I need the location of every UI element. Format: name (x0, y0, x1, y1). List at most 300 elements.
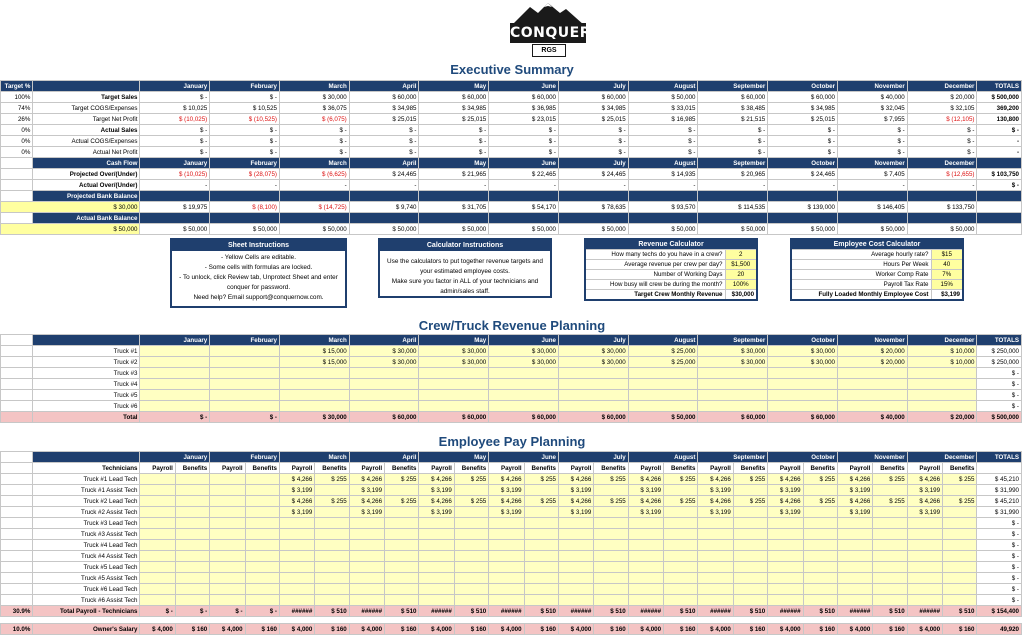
truck-revenue-input[interactable] (349, 368, 419, 379)
payroll-input[interactable] (698, 573, 733, 584)
payroll-input[interactable] (210, 573, 245, 584)
payroll-input[interactable] (907, 529, 942, 540)
payroll-input[interactable] (768, 540, 803, 551)
payroll-input[interactable] (837, 551, 872, 562)
benefits-input[interactable] (594, 507, 628, 518)
payroll-input[interactable] (210, 485, 245, 496)
truck-revenue-input[interactable] (698, 368, 768, 379)
benefits-input[interactable] (664, 551, 698, 562)
truck-revenue-input[interactable] (419, 368, 489, 379)
payroll-input[interactable]: $ 4,266 (907, 496, 942, 507)
truck-revenue-input[interactable] (768, 390, 838, 401)
truck-revenue-input[interactable] (279, 390, 349, 401)
truck-revenue-input[interactable]: $ 10,000 (907, 346, 977, 357)
benefits-input[interactable]: $ 255 (803, 474, 837, 485)
benefits-input[interactable] (664, 529, 698, 540)
benefits-input[interactable] (664, 562, 698, 573)
truck-revenue-input[interactable]: $ 30,000 (349, 346, 419, 357)
benefits-input[interactable] (664, 584, 698, 595)
benefits-input[interactable] (664, 485, 698, 496)
benefits-input[interactable] (733, 584, 767, 595)
payroll-input[interactable]: $ 3,199 (489, 507, 524, 518)
payroll-input[interactable]: $ 4,266 (628, 474, 663, 485)
benefits-input[interactable] (524, 507, 558, 518)
payroll-input[interactable] (837, 584, 872, 595)
benefits-input[interactable]: $ 255 (315, 496, 349, 507)
benefits-input[interactable] (245, 485, 279, 496)
benefits-input[interactable] (454, 518, 488, 529)
benefits-input[interactable] (315, 507, 349, 518)
payroll-input[interactable] (279, 551, 314, 562)
payroll-input[interactable] (210, 507, 245, 518)
truck-revenue-input[interactable]: $ 30,000 (768, 357, 838, 368)
truck-revenue-input[interactable]: $ 30,000 (489, 346, 559, 357)
benefits-input[interactable]: $ 255 (943, 474, 977, 485)
truck-revenue-input[interactable] (210, 368, 280, 379)
truck-revenue-input[interactable] (140, 379, 210, 390)
payroll-input[interactable] (768, 595, 803, 606)
benefits-input[interactable] (594, 551, 628, 562)
truck-revenue-input[interactable] (558, 401, 628, 412)
benefits-input[interactable] (245, 562, 279, 573)
payroll-input[interactable]: $ 4,266 (349, 474, 384, 485)
payroll-input[interactable]: $ 3,199 (628, 507, 663, 518)
payroll-input[interactable] (210, 540, 245, 551)
payroll-input[interactable]: $ 3,199 (489, 485, 524, 496)
benefits-input[interactable] (245, 584, 279, 595)
payroll-input[interactable] (907, 518, 942, 529)
truck-revenue-input[interactable] (628, 401, 698, 412)
benefits-input[interactable] (594, 518, 628, 529)
payroll-input[interactable] (279, 518, 314, 529)
payroll-input[interactable]: $ 3,199 (768, 485, 803, 496)
benefits-input[interactable] (943, 562, 977, 573)
benefits-input[interactable] (733, 485, 767, 496)
payroll-input[interactable] (349, 562, 384, 573)
payroll-input[interactable]: $ 4,266 (489, 474, 524, 485)
benefits-input[interactable]: $ 255 (594, 496, 628, 507)
truck-revenue-input[interactable] (279, 401, 349, 412)
truck-revenue-input[interactable]: $ 30,000 (558, 357, 628, 368)
benefits-input[interactable] (943, 584, 977, 595)
benefits-input[interactable] (245, 496, 279, 507)
benefits-input[interactable] (454, 529, 488, 540)
payroll-input[interactable]: $ 4,266 (558, 474, 593, 485)
benefits-input[interactable] (803, 562, 837, 573)
payroll-input[interactable] (140, 507, 175, 518)
benefits-input[interactable] (175, 540, 209, 551)
payroll-input[interactable]: $ 4,266 (907, 474, 942, 485)
benefits-input[interactable]: $ 255 (664, 496, 698, 507)
payroll-input[interactable]: $ 3,199 (768, 507, 803, 518)
benefits-input[interactable] (454, 507, 488, 518)
benefits-input[interactable]: $ 255 (803, 496, 837, 507)
payroll-input[interactable] (558, 540, 593, 551)
truck-revenue-input[interactable]: $ 30,000 (419, 346, 489, 357)
benefits-input[interactable] (245, 573, 279, 584)
payroll-input[interactable] (210, 562, 245, 573)
truck-revenue-input[interactable] (907, 379, 977, 390)
payroll-input[interactable] (628, 562, 663, 573)
benefits-input[interactable] (315, 518, 349, 529)
benefits-input[interactable] (803, 540, 837, 551)
benefits-input[interactable] (594, 485, 628, 496)
payroll-input[interactable] (140, 529, 175, 540)
truck-revenue-input[interactable] (210, 379, 280, 390)
benefits-input[interactable] (175, 529, 209, 540)
payroll-input[interactable] (628, 573, 663, 584)
payroll-input[interactable] (210, 529, 245, 540)
truck-revenue-input[interactable] (419, 401, 489, 412)
payroll-input[interactable]: $ 3,199 (698, 485, 733, 496)
payroll-input[interactable] (140, 496, 175, 507)
truck-revenue-input[interactable] (837, 368, 907, 379)
benefits-input[interactable] (524, 551, 558, 562)
truck-revenue-input[interactable] (698, 401, 768, 412)
payroll-input[interactable] (349, 551, 384, 562)
payroll-input[interactable] (279, 595, 314, 606)
truck-revenue-input[interactable] (140, 346, 210, 357)
benefits-input[interactable] (873, 485, 907, 496)
payroll-input[interactable] (907, 551, 942, 562)
benefits-input[interactable] (664, 507, 698, 518)
payroll-input[interactable] (279, 573, 314, 584)
benefits-input[interactable] (245, 507, 279, 518)
benefits-input[interactable] (245, 595, 279, 606)
payroll-input[interactable] (489, 529, 524, 540)
benefits-input[interactable] (385, 507, 419, 518)
truck-revenue-input[interactable] (698, 379, 768, 390)
payroll-input[interactable] (349, 573, 384, 584)
benefits-input[interactable] (315, 529, 349, 540)
benefits-input[interactable] (524, 485, 558, 496)
benefits-input[interactable] (943, 551, 977, 562)
truck-revenue-input[interactable] (628, 368, 698, 379)
payroll-input[interactable] (210, 551, 245, 562)
benefits-input[interactable]: $ 255 (454, 496, 488, 507)
benefits-input[interactable] (594, 529, 628, 540)
payroll-input[interactable] (349, 584, 384, 595)
benefits-input[interactable]: $ 255 (873, 496, 907, 507)
benefits-input[interactable] (385, 584, 419, 595)
benefits-input[interactable] (315, 485, 349, 496)
benefits-input[interactable] (873, 595, 907, 606)
benefits-input[interactable] (454, 551, 488, 562)
payroll-input[interactable]: $ 4,266 (489, 496, 524, 507)
revenue-calc-input[interactable]: 100% (725, 280, 757, 290)
benefits-input[interactable] (385, 551, 419, 562)
payroll-input[interactable] (907, 573, 942, 584)
truck-revenue-input[interactable] (279, 379, 349, 390)
benefits-input[interactable] (733, 595, 767, 606)
benefits-input[interactable] (454, 485, 488, 496)
payroll-input[interactable] (837, 595, 872, 606)
truck-revenue-input[interactable]: $ 10,000 (907, 357, 977, 368)
truck-revenue-input[interactable]: $ 20,000 (837, 346, 907, 357)
payroll-input[interactable] (349, 518, 384, 529)
payroll-input[interactable] (489, 573, 524, 584)
benefits-input[interactable] (315, 595, 349, 606)
benefits-input[interactable] (175, 595, 209, 606)
benefits-input[interactable] (873, 551, 907, 562)
payroll-input[interactable]: $ 3,199 (907, 485, 942, 496)
truck-revenue-input[interactable] (768, 368, 838, 379)
payroll-input[interactable] (768, 551, 803, 562)
benefits-input[interactable] (385, 540, 419, 551)
payroll-input[interactable] (279, 584, 314, 595)
benefits-input[interactable] (873, 573, 907, 584)
payroll-input[interactable]: $ 3,199 (837, 507, 872, 518)
payroll-input[interactable]: $ 3,199 (419, 485, 454, 496)
benefits-input[interactable] (803, 507, 837, 518)
payroll-input[interactable] (907, 540, 942, 551)
benefits-input[interactable] (594, 540, 628, 551)
benefits-input[interactable]: $ 255 (385, 474, 419, 485)
payroll-input[interactable]: $ 3,199 (907, 507, 942, 518)
payroll-input[interactable] (419, 562, 454, 573)
payroll-input[interactable] (698, 518, 733, 529)
payroll-input[interactable] (419, 595, 454, 606)
payroll-input[interactable] (837, 518, 872, 529)
benefits-input[interactable] (175, 518, 209, 529)
benefits-input[interactable] (943, 595, 977, 606)
payroll-input[interactable]: $ 3,199 (558, 507, 593, 518)
payroll-input[interactable] (279, 529, 314, 540)
benefits-input[interactable] (594, 573, 628, 584)
payroll-input[interactable] (837, 529, 872, 540)
benefits-input[interactable]: $ 255 (315, 474, 349, 485)
payroll-input[interactable] (210, 584, 245, 595)
truck-revenue-input[interactable]: $ 15,000 (279, 357, 349, 368)
benefits-input[interactable] (175, 507, 209, 518)
payroll-input[interactable] (349, 595, 384, 606)
benefits-input[interactable] (385, 485, 419, 496)
payroll-input[interactable] (419, 551, 454, 562)
payroll-input[interactable] (419, 573, 454, 584)
payroll-input[interactable] (907, 595, 942, 606)
payroll-input[interactable] (628, 518, 663, 529)
payroll-input[interactable] (140, 551, 175, 562)
benefits-input[interactable] (524, 584, 558, 595)
payroll-input[interactable] (489, 562, 524, 573)
truck-revenue-input[interactable]: $ 30,000 (419, 357, 489, 368)
truck-revenue-input[interactable]: $ 30,000 (698, 357, 768, 368)
benefits-input[interactable] (315, 584, 349, 595)
truck-revenue-input[interactable] (837, 401, 907, 412)
payroll-input[interactable] (279, 562, 314, 573)
revenue-calc-input[interactable]: $1,500 (725, 260, 757, 270)
benefits-input[interactable] (873, 529, 907, 540)
benefits-input[interactable] (803, 529, 837, 540)
payroll-input[interactable] (698, 584, 733, 595)
payroll-input[interactable] (768, 518, 803, 529)
payroll-input[interactable] (419, 584, 454, 595)
benefits-input[interactable] (803, 595, 837, 606)
payroll-input[interactable] (210, 474, 245, 485)
truck-revenue-input[interactable] (349, 390, 419, 401)
benefits-input[interactable] (315, 540, 349, 551)
benefits-input[interactable] (733, 518, 767, 529)
payroll-input[interactable] (698, 562, 733, 573)
payroll-input[interactable]: $ 3,199 (279, 507, 314, 518)
payroll-input[interactable] (349, 540, 384, 551)
benefits-input[interactable] (454, 562, 488, 573)
payroll-input[interactable] (907, 584, 942, 595)
payroll-input[interactable] (419, 529, 454, 540)
benefits-input[interactable] (943, 573, 977, 584)
truck-revenue-input[interactable] (210, 346, 280, 357)
benefits-input[interactable]: $ 255 (594, 474, 628, 485)
truck-revenue-input[interactable] (489, 401, 559, 412)
benefits-input[interactable] (175, 551, 209, 562)
payroll-input[interactable] (279, 540, 314, 551)
benefits-input[interactable] (594, 584, 628, 595)
payroll-input[interactable] (558, 595, 593, 606)
payroll-input[interactable]: $ 4,266 (558, 496, 593, 507)
benefits-input[interactable] (245, 551, 279, 562)
benefits-input[interactable] (873, 507, 907, 518)
benefits-input[interactable] (524, 595, 558, 606)
truck-revenue-input[interactable] (419, 379, 489, 390)
payroll-input[interactable]: $ 4,266 (628, 496, 663, 507)
truck-revenue-input[interactable] (628, 390, 698, 401)
payroll-input[interactable]: $ 3,199 (698, 507, 733, 518)
truck-revenue-input[interactable]: $ 30,000 (558, 346, 628, 357)
payroll-input[interactable] (419, 540, 454, 551)
benefits-input[interactable] (664, 573, 698, 584)
benefits-input[interactable] (385, 529, 419, 540)
benefits-input[interactable] (245, 474, 279, 485)
truck-revenue-input[interactable]: $ 15,000 (279, 346, 349, 357)
truck-revenue-input[interactable]: $ 25,000 (628, 346, 698, 357)
benefits-input[interactable] (733, 562, 767, 573)
benefits-input[interactable] (524, 529, 558, 540)
benefits-input[interactable] (803, 485, 837, 496)
truck-revenue-input[interactable] (558, 368, 628, 379)
truck-revenue-input[interactable] (140, 357, 210, 368)
truck-revenue-input[interactable]: $ 30,000 (349, 357, 419, 368)
payroll-input[interactable] (140, 485, 175, 496)
benefits-input[interactable]: $ 255 (664, 474, 698, 485)
payroll-input[interactable] (489, 595, 524, 606)
benefits-input[interactable] (733, 529, 767, 540)
payroll-input[interactable] (837, 573, 872, 584)
truck-revenue-input[interactable]: $ 30,000 (698, 346, 768, 357)
payroll-input[interactable] (489, 551, 524, 562)
benefits-input[interactable]: $ 255 (454, 474, 488, 485)
benefits-input[interactable] (524, 573, 558, 584)
payroll-input[interactable]: $ 3,199 (558, 485, 593, 496)
payroll-input[interactable] (140, 595, 175, 606)
truck-revenue-input[interactable] (489, 390, 559, 401)
truck-revenue-input[interactable] (558, 379, 628, 390)
benefits-input[interactable] (873, 518, 907, 529)
truck-revenue-input[interactable] (210, 390, 280, 401)
truck-revenue-input[interactable] (489, 379, 559, 390)
benefits-input[interactable]: $ 255 (733, 496, 767, 507)
payroll-input[interactable] (628, 584, 663, 595)
payroll-input[interactable]: $ 3,199 (349, 485, 384, 496)
payroll-input[interactable] (419, 518, 454, 529)
payroll-input[interactable] (698, 540, 733, 551)
payroll-input[interactable] (210, 496, 245, 507)
payroll-input[interactable]: $ 4,266 (698, 474, 733, 485)
truck-revenue-input[interactable] (768, 401, 838, 412)
payroll-input[interactable] (489, 584, 524, 595)
payroll-input[interactable] (698, 529, 733, 540)
benefits-input[interactable] (454, 595, 488, 606)
benefits-input[interactable] (385, 518, 419, 529)
benefits-input[interactable] (175, 573, 209, 584)
benefits-input[interactable] (943, 485, 977, 496)
employee-calc-input[interactable]: 7% (931, 270, 963, 280)
benefits-input[interactable] (524, 518, 558, 529)
payroll-input[interactable] (558, 573, 593, 584)
benefits-input[interactable] (943, 529, 977, 540)
payroll-input[interactable] (837, 540, 872, 551)
truck-revenue-input[interactable] (837, 379, 907, 390)
payroll-input[interactable] (140, 518, 175, 529)
benefits-input[interactable] (943, 507, 977, 518)
benefits-input[interactable] (873, 540, 907, 551)
payroll-input[interactable] (140, 584, 175, 595)
payroll-input[interactable]: $ 4,266 (837, 474, 872, 485)
payroll-input[interactable] (907, 562, 942, 573)
payroll-input[interactable]: $ 4,266 (837, 496, 872, 507)
payroll-input[interactable] (628, 540, 663, 551)
revenue-calc-input[interactable]: 20 (725, 270, 757, 280)
payroll-input[interactable] (768, 573, 803, 584)
benefits-input[interactable] (733, 551, 767, 562)
truck-revenue-input[interactable] (628, 379, 698, 390)
benefits-input[interactable] (664, 540, 698, 551)
actual-bank-start[interactable]: $ 50,000 (1, 224, 140, 235)
payroll-input[interactable]: $ 4,266 (349, 496, 384, 507)
benefits-input[interactable] (733, 507, 767, 518)
payroll-input[interactable] (558, 529, 593, 540)
truck-revenue-input[interactable] (907, 401, 977, 412)
payroll-input[interactable] (837, 562, 872, 573)
truck-revenue-input[interactable]: $ 30,000 (768, 346, 838, 357)
benefits-input[interactable] (175, 485, 209, 496)
benefits-input[interactable] (385, 595, 419, 606)
payroll-input[interactable] (349, 529, 384, 540)
benefits-input[interactable] (594, 595, 628, 606)
payroll-input[interactable] (489, 518, 524, 529)
projected-bank-start[interactable]: $ 30,000 (1, 202, 140, 213)
payroll-input[interactable]: $ 4,266 (279, 474, 314, 485)
truck-revenue-input[interactable] (349, 379, 419, 390)
benefits-input[interactable]: $ 255 (524, 474, 558, 485)
truck-revenue-input[interactable] (279, 368, 349, 379)
payroll-input[interactable] (558, 562, 593, 573)
payroll-input[interactable] (558, 518, 593, 529)
truck-revenue-input[interactable] (140, 390, 210, 401)
benefits-input[interactable] (175, 496, 209, 507)
truck-revenue-input[interactable]: $ 30,000 (489, 357, 559, 368)
benefits-input[interactable] (175, 474, 209, 485)
payroll-input[interactable] (140, 540, 175, 551)
benefits-input[interactable] (175, 562, 209, 573)
benefits-input[interactable] (385, 562, 419, 573)
truck-revenue-input[interactable] (210, 401, 280, 412)
employee-calc-input[interactable]: 15% (931, 280, 963, 290)
payroll-input[interactable]: $ 3,199 (628, 485, 663, 496)
truck-revenue-input[interactable] (698, 390, 768, 401)
payroll-input[interactable] (140, 573, 175, 584)
payroll-input[interactable] (628, 551, 663, 562)
truck-revenue-input[interactable] (140, 368, 210, 379)
